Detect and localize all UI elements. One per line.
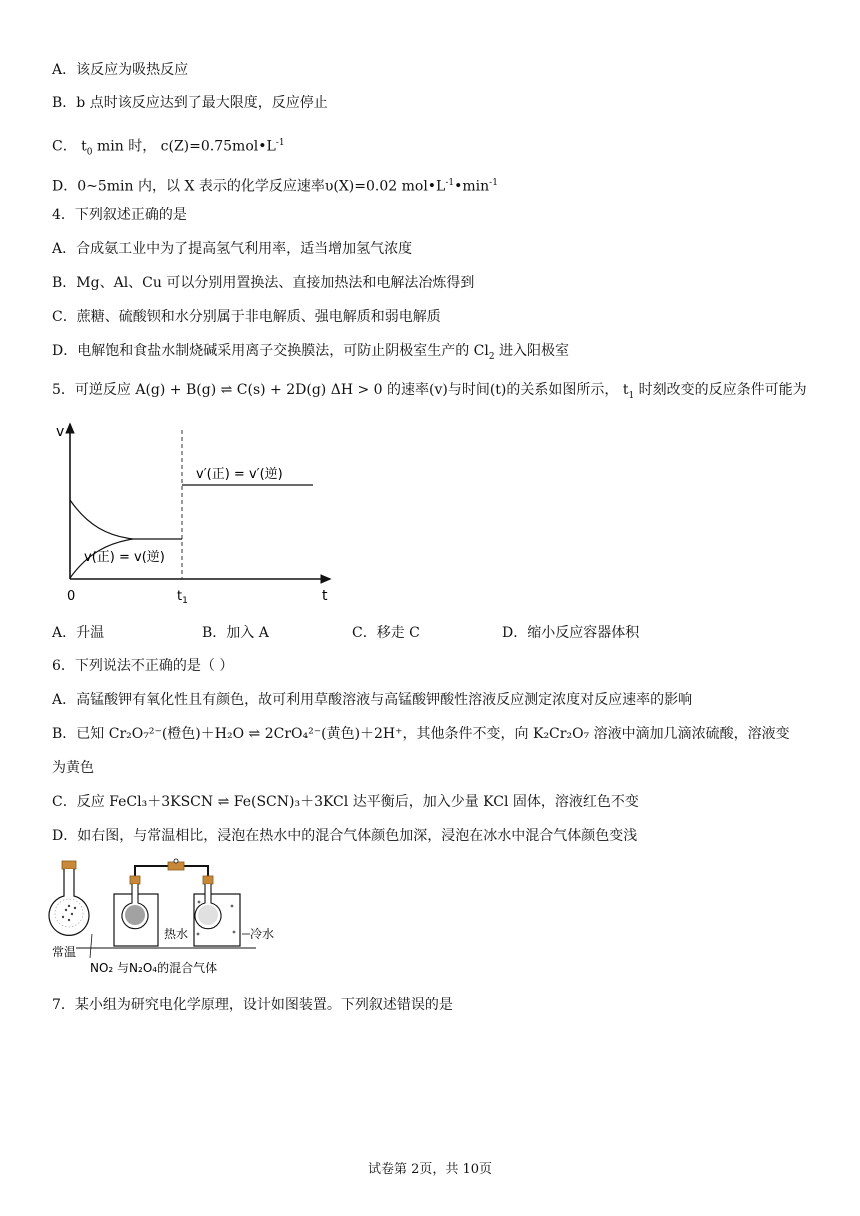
q5-option-b: B．加入 A xyxy=(202,625,269,641)
q6-option-a: A．高锰酸钾有氧化性且有颜色，故可利用草酸溶液与高锰酸钾酸性溶液反应测定浓度对反应速率的影响 xyxy=(52,692,693,708)
q7-stem: 7．某小组为研究电化学原理，设计如图装置。下列叙述错误的是 xyxy=(52,997,453,1013)
y-axis-label: v xyxy=(56,424,65,440)
cold-water-beaker xyxy=(194,876,240,946)
q6-option-b-line1: B．已知 Cr₂O₇²⁻(橙色)＋H₂O ⇌ 2CrO₄²⁻(黄色)＋2H⁺，其他条件不变，向 K₂Cr₂O₇ 溶液中滴加几滴浓硫酸，溶液变 xyxy=(52,726,790,742)
hot-water-beaker xyxy=(114,876,158,946)
connecting-tube xyxy=(135,859,208,878)
q3-option-b: B．b 点时该反应达到了最大限度，反应停止 xyxy=(52,95,328,111)
q6-option-c: C．反应 FeCl₃＋3KSCN ⇌ Fe(SCN)₃＋3KCl 达平衡后，加入少量 KCl 固体，溶液红色不变 xyxy=(52,794,639,810)
t1-label: $t_1$ xyxy=(177,589,188,606)
q6-option-d: D．如右图，与常温相比，浸泡在热水中的混合气体颜色加深，浸泡在冰水中混合气体颜色变浅 xyxy=(52,828,638,844)
mixture-label: NO₂ 与N₂O₄的混合气体 xyxy=(90,961,218,975)
q5-options xyxy=(52,622,812,642)
x-axis-label: t xyxy=(322,588,328,604)
q5-option-a: A．升温 xyxy=(52,625,105,641)
q5-stem: 5．可逆反应 A(g) + B(g) ⇌ C(s) + 2D(g) ΔH > 0 的速率(v)与时间(t)的关系如图所示， $t_1$ 时刻改变的反应条件可能为 xyxy=(52,382,807,401)
q3-option-c: C． $t_0$ min 时， $c(Z)=0.75mol•L^{-1}$ xyxy=(52,138,285,158)
room-temp-flask xyxy=(49,861,89,935)
q4-stem: 4．下列叙述正确的是 xyxy=(52,207,187,223)
forward-rate-curve xyxy=(70,500,182,539)
page-footer: 试卷第 2页，共 10页 xyxy=(367,1162,493,1177)
q6-stem: 6．下列说法不正确的是（ ） xyxy=(52,658,234,674)
q5-option-c: C．移走 C xyxy=(352,625,420,641)
q4-option-b: B．Mg、Al、Cu 可以分别用置换法、直接加热法和电解法冶炼得到 xyxy=(52,275,475,291)
q3-option-a: A．该反应为吸热反应 xyxy=(52,62,189,78)
rate-time-graph xyxy=(48,418,348,610)
hot-water-label: 热水 xyxy=(164,927,189,941)
q5-option-d: D．缩小反应容器体积 xyxy=(502,625,640,641)
gas-equilibrium-figure xyxy=(46,858,306,980)
q4-option-d: D．电解饱和食盐水制烧碱采用离子交换膜法，可防止阴极室生产的 $Cl_2$ 进入阳极室 xyxy=(52,343,570,362)
label-after-t1: v′(正) = v′(逆) xyxy=(196,467,283,482)
origin-label: 0 xyxy=(67,589,76,604)
cold-water-label: 冷水 xyxy=(250,927,275,941)
label-before-t1: v(正) = v(逆) xyxy=(84,550,165,565)
q4-option-a: A．合成氨工业中为了提高氢气利用率，适当增加氢气浓度 xyxy=(52,241,413,257)
q3-option-d: D．0~5min 内，以 X 表示的化学反应速率υ(X)=0.02 $mol•L^{-1}•\min^{-1}$ xyxy=(52,178,498,195)
q4-option-c: C．蔗糖、硫酸钡和水分别属于非电解质、强电解质和弱电解质 xyxy=(52,309,441,325)
room-temp-label: 常温 xyxy=(52,945,77,959)
q6-option-b-line2: 为黄色 xyxy=(52,760,94,776)
